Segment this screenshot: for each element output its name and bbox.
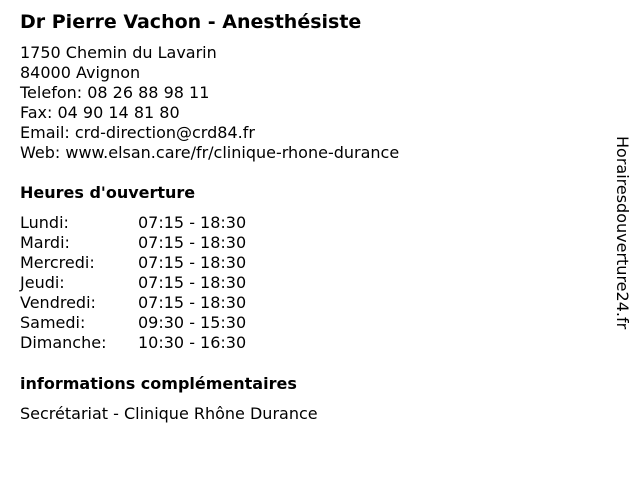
time-range: 07:15 - 18:30 [138, 253, 247, 272]
phone-number: Telefon: 08 26 88 98 11 [20, 83, 210, 102]
time-range: 07:15 - 18:30 [138, 213, 247, 232]
additional-info-text: Secrétariat - Clinique Rhône Durance [20, 404, 318, 423]
brand-watermark-text: Horairesdouverture24.fr [613, 136, 632, 330]
fax-number: Fax: 04 90 14 81 80 [20, 103, 180, 122]
day-label: Mardi: [20, 233, 70, 252]
website-address: Web: www.elsan.care/fr/clinique-rhone-durance [20, 143, 400, 162]
time-range: 07:15 - 18:30 [138, 293, 247, 312]
address-city: 84000 Avignon [20, 63, 141, 82]
time-range: 09:30 - 15:30 [138, 313, 247, 332]
page-title: Dr Pierre Vachon - Anesthésiste [20, 11, 362, 33]
day-label: Lundi: [20, 213, 69, 232]
hours-row-friday [20, 293, 280, 313]
time-range: 07:15 - 18:30 [138, 273, 247, 292]
hours-row-thursday [20, 273, 280, 293]
side-brand [612, 136, 632, 376]
address-street: 1750 Chemin du Lavarin [20, 43, 217, 62]
additional-info-heading: informations complémentaires [20, 374, 297, 393]
opening-hours-heading: Heures d'ouverture [20, 183, 196, 202]
hours-row-sunday [20, 333, 280, 353]
day-label: Mercredi: [20, 253, 95, 272]
hours-row-monday [20, 213, 280, 233]
day-label: Samedi: [20, 313, 86, 332]
opening-hours-table [20, 213, 280, 353]
contact-block [20, 43, 399, 163]
day-label: Dimanche: [20, 333, 107, 352]
hours-row-saturday [20, 313, 280, 333]
hours-row-tuesday [20, 233, 280, 253]
day-label: Jeudi: [20, 273, 65, 292]
time-range: 10:30 - 16:30 [138, 333, 247, 352]
hours-row-wednesday [20, 253, 280, 273]
email-address: Email: crd-direction@crd84.fr [20, 123, 255, 142]
time-range: 07:15 - 18:30 [138, 233, 247, 252]
day-label: Vendredi: [20, 293, 96, 312]
